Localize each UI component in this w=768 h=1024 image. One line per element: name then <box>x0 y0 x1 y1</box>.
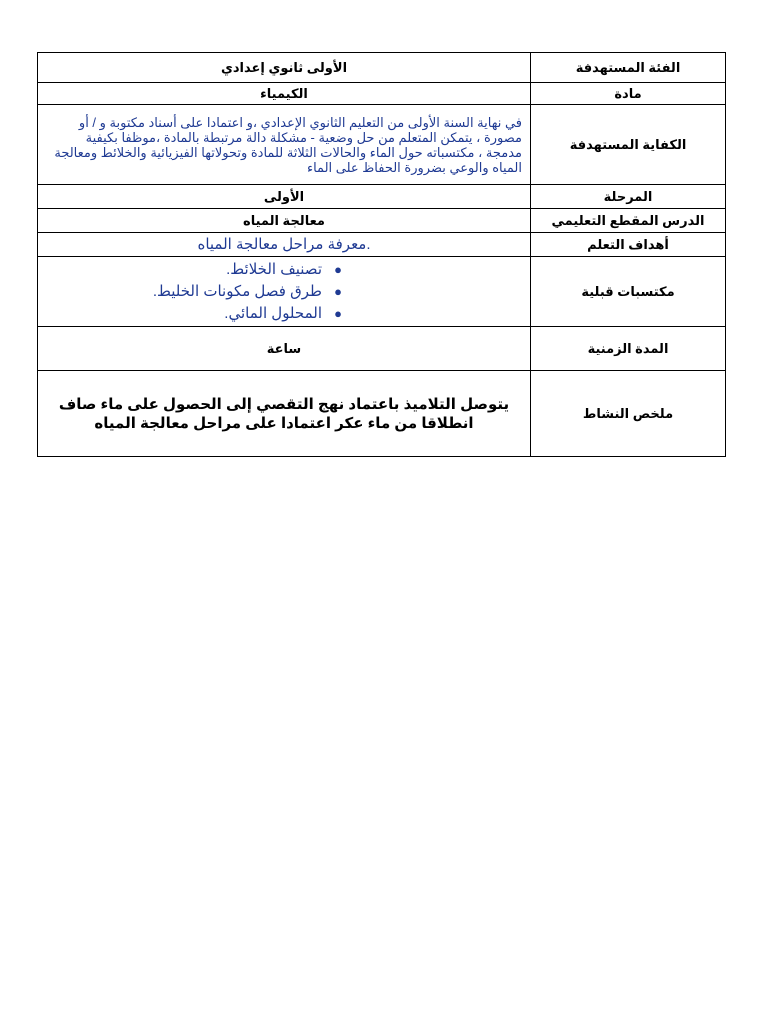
list-item <box>46 303 342 325</box>
table-row <box>38 327 726 371</box>
row-label-learning-goals: أهداف التعلم <box>531 233 726 257</box>
row-value-stage: الأولى <box>38 185 531 209</box>
row-label-duration: المدة الزمنية <box>531 327 726 371</box>
list-item-text: طرق فصل مكونات الخليط. <box>152 282 322 300</box>
table-row <box>38 105 726 185</box>
row-label-activity-summary: ملخص النشاط <box>531 371 726 457</box>
bullet-icon: ● <box>334 305 342 321</box>
table-row <box>38 53 726 83</box>
row-label-subject: مادة <box>531 83 726 105</box>
table-row <box>38 371 726 457</box>
row-label-stage: المرحلة <box>531 185 726 209</box>
row-label-competency: الكفاية المستهدفة <box>531 105 726 185</box>
table-row <box>38 233 726 257</box>
lesson-info-table <box>37 52 726 457</box>
row-value-competency: في نهاية السنة الأولى من التعليم الثانوي الإعدادي ،و اعتمادا على أسناد مكتوبة و / أو مصورة ، يتمكن المتعلم من حل وضعية - مشكلة دالة مرتبطة بالمادة ،موظفا بكيفية مدمجة ، مكتسباته حول الماء والحالات الثلاثة للمادة وتحولاتها الفيزيائية والخلائط ومعالجة المياه والوعي بضرورة الحفاظ على الماء <box>38 105 531 185</box>
bullet-icon: ● <box>334 261 342 277</box>
row-label-prior-knowledge: مكتسبات قبلية <box>531 257 726 327</box>
table-row <box>38 209 726 233</box>
list-item-text: تصنيف الخلائط. <box>226 260 322 278</box>
table-row <box>38 83 726 105</box>
row-value-subject: الكيمياء <box>38 83 531 105</box>
list-item-text: المحلول المائي. <box>224 304 322 322</box>
list-item <box>46 259 342 281</box>
table-row <box>38 257 726 327</box>
row-value-prior-knowledge <box>38 257 531 327</box>
row-value-learning-goals: .معرفة مراحل معالجة المياه <box>38 233 531 257</box>
table-row <box>38 185 726 209</box>
row-label-lesson: الدرس المقطع التعليمي <box>531 209 726 233</box>
prior-knowledge-list <box>46 259 522 325</box>
row-value-activity-summary: يتوصل التلاميذ باعتماد نهج التقصي إلى الحصول على ماء صاف انطلاقا من ماء عكر اعتمادا على مراحل معالجة المياه <box>38 371 531 457</box>
row-value-duration: ساعة <box>38 327 531 371</box>
row-value-target-group: الأولى ثانوي إعدادي <box>38 53 531 83</box>
bullet-icon: ● <box>334 283 342 299</box>
row-label-target-group: الفئة المستهدفة <box>531 53 726 83</box>
list-item <box>46 281 342 303</box>
row-value-lesson: معالجة المياه <box>38 209 531 233</box>
